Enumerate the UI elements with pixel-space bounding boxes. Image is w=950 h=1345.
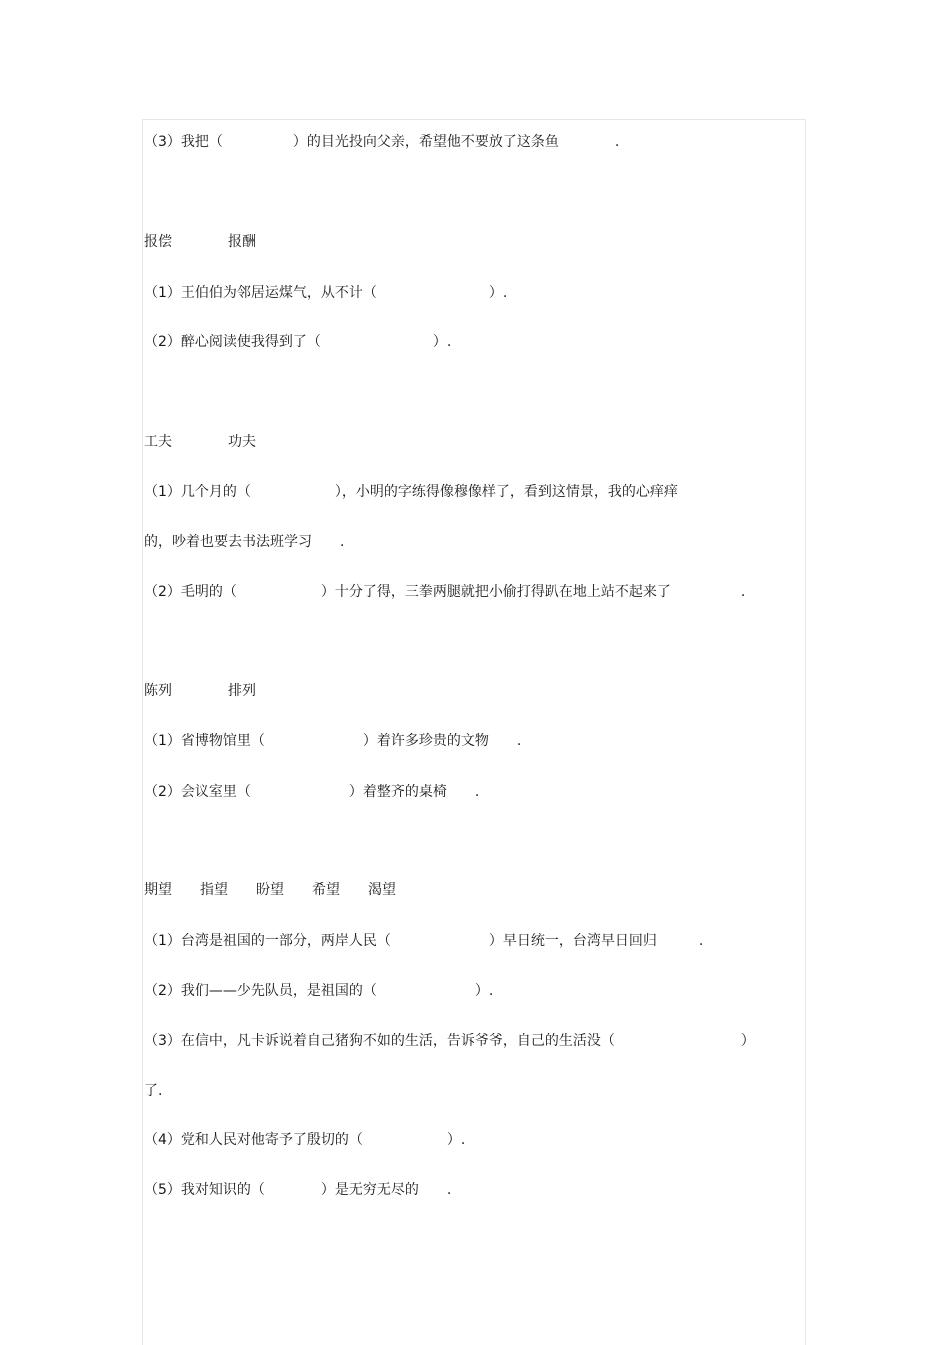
question-line-continuation: 的，吵着也要去书法班学习 . <box>144 534 345 550</box>
question-line: （2）醉心阅读使我得到了（ ）. <box>144 334 452 350</box>
question-line: （1）省博物馆里（ ）着许多珍贵的文物 . <box>144 733 522 749</box>
question-line-continuation: 了. <box>144 1083 163 1099</box>
question-line: （2）会议室里（ ）着整齐的桌椅 . <box>144 784 480 800</box>
question-line: （3）我把（ ）的目光投向父亲，希望他不要放了这条鱼 . <box>144 134 620 150</box>
word-pair-heading: 工夫 功夫 <box>144 434 256 450</box>
question-line: （2）我们——少先队员，是祖国的（ ）. <box>144 983 494 999</box>
question-line: （1）王伯伯为邻居运煤气，从不计（ ）. <box>144 285 508 301</box>
question-line: （1）台湾是祖国的一部分，两岸人民（ ）早日统一，台湾早日回归 . <box>144 933 704 949</box>
word-group-heading: 期望 指望 盼望 希望 渴望 <box>144 882 396 898</box>
question-line: （1）几个月的（ ），小明的字练得像穆像样了，看到这情景，我的心痒痒 <box>144 484 678 500</box>
question-line: （5）我对知识的（ ）是无穷无尽的 . <box>144 1182 452 1198</box>
question-line: （3）在信中，凡卡诉说着自己猪狗不如的生活，告诉爷爷，自己的生活没（ ） <box>144 1033 755 1049</box>
word-pair-heading: 报偿 报酬 <box>144 234 256 250</box>
question-line: （4）党和人民对他寄予了殷切的（ ）. <box>144 1132 466 1148</box>
word-pair-heading: 陈列 排列 <box>144 683 256 699</box>
question-line: （2）毛明的（ ）十分了得，三拳两腿就把小偷打得趴在地上站不起来了 . <box>144 584 746 600</box>
